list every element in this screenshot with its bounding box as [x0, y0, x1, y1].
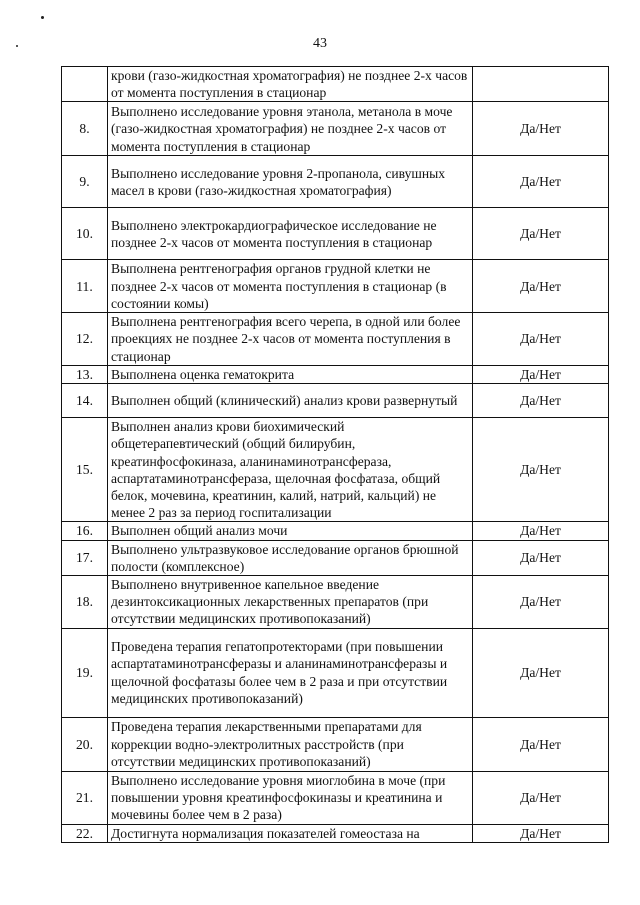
table-row — [62, 628, 609, 717]
table-row — [62, 208, 609, 260]
table-row — [62, 771, 609, 824]
row-number: 19. — [62, 628, 108, 717]
row-number: 14. — [62, 384, 108, 418]
scan-speck — [41, 16, 44, 19]
answer-cell: Да/Нет — [473, 102, 609, 156]
table-row — [62, 717, 609, 771]
row-number: 8. — [62, 102, 108, 156]
answer-cell: Да/Нет — [473, 824, 609, 842]
row-number: 16. — [62, 522, 108, 540]
answer-cell: Да/Нет — [473, 208, 609, 260]
table-row — [62, 384, 609, 418]
criterion-text: Проведена терапия лекарственными препаратами для коррекции водно-электролитных расстройств (при отсутствии медицинских противопоказаний) — [108, 717, 473, 771]
criterion-text: Выполнено исследование уровня миоглобина в моче (при повышении уровня креатинфосфокиназы и креатинина и мочевины более чем в 2 раза) — [108, 771, 473, 824]
criterion-text: Выполнено электрокардиографическое исследование не позднее 2-х часов от момента поступления в стационар — [108, 208, 473, 260]
row-number: 15. — [62, 418, 108, 522]
table-row — [62, 156, 609, 208]
table-row — [62, 540, 609, 575]
answer-cell — [473, 67, 609, 102]
row-number: 21. — [62, 771, 108, 824]
row-number: 12. — [62, 313, 108, 366]
criterion-text: Выполнен общий анализ мочи — [108, 522, 473, 540]
answer-cell: Да/Нет — [473, 418, 609, 522]
table-row — [62, 102, 609, 156]
answer-cell: Да/Нет — [473, 366, 609, 384]
table-row — [62, 366, 609, 384]
row-number: 9. — [62, 156, 108, 208]
answer-cell: Да/Нет — [473, 540, 609, 575]
answer-cell: Да/Нет — [473, 522, 609, 540]
criterion-text: Выполнено внутривенное капельное введение дезинтоксикационных лекарственных препаратов (при отсутствии медицинских противопоказаний) — [108, 576, 473, 629]
row-number: 13. — [62, 366, 108, 384]
table-row — [62, 522, 609, 540]
table-row — [62, 418, 609, 522]
table-row — [62, 824, 609, 842]
row-number — [62, 67, 108, 102]
criteria-table — [61, 66, 609, 843]
row-number: 17. — [62, 540, 108, 575]
answer-cell: Да/Нет — [473, 313, 609, 366]
criterion-text: Проведена терапия гепатопротекторами (при повышении аспартатаминотрансферазы и аланинаминотрансферазы и щелочной фосфатазы более чем в 2 раза и при отсутствии медицинских противопоказаний) — [108, 628, 473, 717]
criterion-text: Выполнено ультразвуковое исследование органов брюшной полости (комплексное) — [108, 540, 473, 575]
criterion-text: Выполнено исследование уровня этанола, метанола в моче (газо-жидкостная хроматография) не позднее 2-х часов от момента поступления в стационар — [108, 102, 473, 156]
table-row — [62, 260, 609, 313]
row-number: 18. — [62, 576, 108, 629]
table-row — [62, 313, 609, 366]
criterion-text: Выполнен анализ крови биохимический общетерапевтический (общий билирубин, креатинфосфокиназа, аланинаминотрансфераза, аспартатаминотрансфераза, щелочная фосфатаза, общий белок, мочевина, креатинин, калий, натрий, кальций) не менее 2 раз за период госпитализации — [108, 418, 473, 522]
criterion-text: Выполнена рентгенография органов грудной клетки не позднее 2-х часов от момента поступления в стационар (в состоянии комы) — [108, 260, 473, 313]
table-row — [62, 576, 609, 629]
criterion-text: Выполнена рентгенография всего черепа, в одной или более проекциях не позднее 2-х часов от момента поступления в стационар — [108, 313, 473, 366]
answer-cell: Да/Нет — [473, 260, 609, 313]
criterion-text: Выполнено исследование уровня 2-пропанола, сивушных масел в крови (газо-жидкостная хроматография) — [108, 156, 473, 208]
criterion-text: Достигнута нормализация показателей гомеостаза на — [108, 824, 473, 842]
answer-cell: Да/Нет — [473, 156, 609, 208]
criterion-text: Выполнен общий (клинический) анализ крови развернутый — [108, 384, 473, 418]
table-row — [62, 67, 609, 102]
answer-cell: Да/Нет — [473, 628, 609, 717]
answer-cell: Да/Нет — [473, 576, 609, 629]
row-number: 11. — [62, 260, 108, 313]
answer-cell: Да/Нет — [473, 717, 609, 771]
row-number: 20. — [62, 717, 108, 771]
row-number: 10. — [62, 208, 108, 260]
answer-cell: Да/Нет — [473, 771, 609, 824]
criterion-text: Выполнена оценка гематокрита — [108, 366, 473, 384]
answer-cell: Да/Нет — [473, 384, 609, 418]
criterion-text: крови (газо-жидкостная хроматография) не позднее 2-х часов от момента поступления в стационар — [108, 67, 473, 102]
row-number: 22. — [62, 824, 108, 842]
page-number: 43 — [313, 36, 327, 51]
